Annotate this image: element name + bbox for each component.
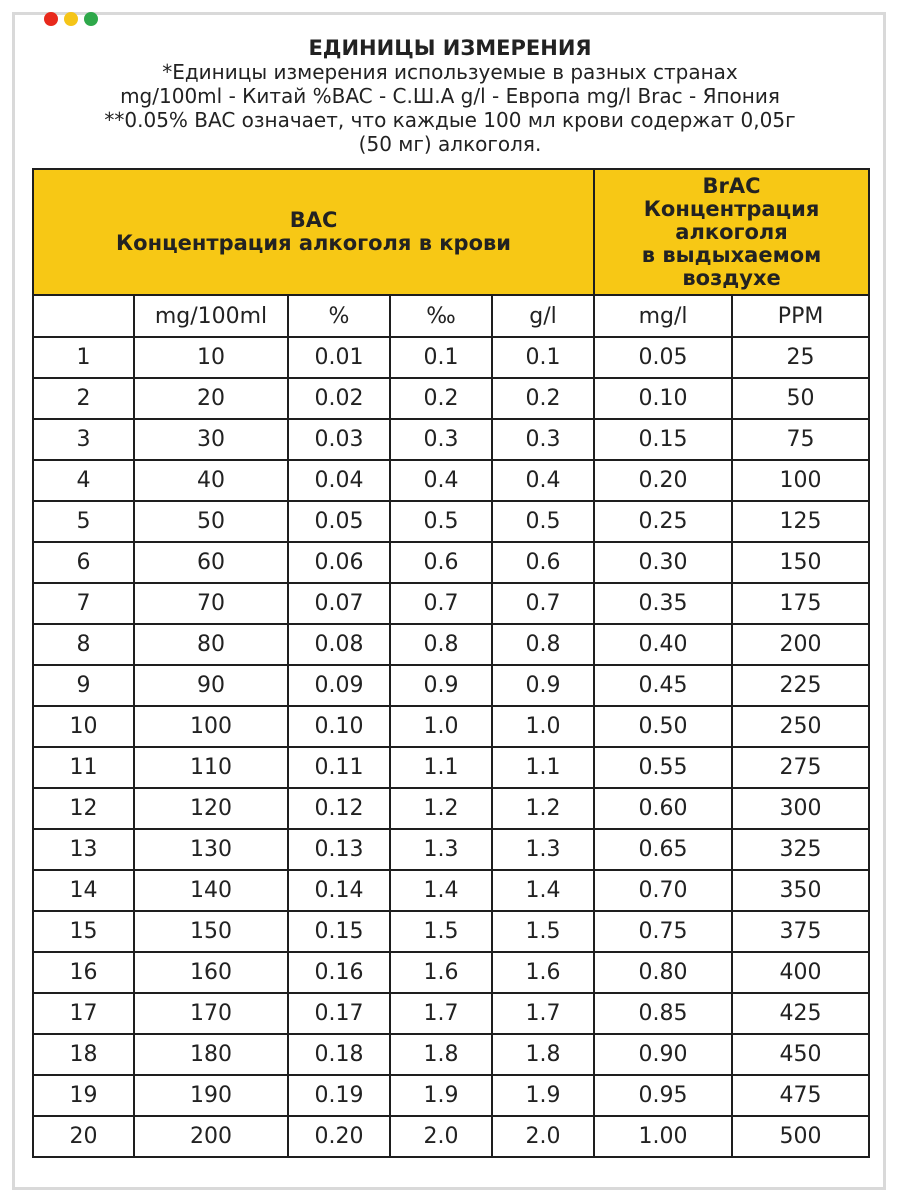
permille-cell: 1.5 [390,911,492,952]
ppm-cell: 425 [732,993,869,1034]
row-index-cell: 13 [33,829,134,870]
table-row [33,1116,869,1157]
gl-cell: 2.0 [492,1116,594,1157]
mgl-cell: 0.85 [594,993,732,1034]
mgl-cell: 0.95 [594,1075,732,1116]
mgl-cell: 0.25 [594,501,732,542]
mgl-cell: 0.65 [594,829,732,870]
permille-cell: 0.5 [390,501,492,542]
mgl-cell: 0.45 [594,665,732,706]
mg100ml-cell: 160 [134,952,288,993]
gl-cell: 0.7 [492,583,594,624]
ppm-cell: 200 [732,624,869,665]
gl-cell: 0.8 [492,624,594,665]
row-index-cell: 6 [33,542,134,583]
table-row [33,624,869,665]
ppm-cell: 225 [732,665,869,706]
table-row [33,1034,869,1075]
brac-group-title: BrAC [702,173,761,198]
gl-cell: 0.2 [492,378,594,419]
mg100ml-cell: 150 [134,911,288,952]
mg100ml-cell: 190 [134,1075,288,1116]
gl-cell: 1.7 [492,993,594,1034]
table-row [33,993,869,1034]
row-index-cell: 8 [33,624,134,665]
permille-cell: 0.6 [390,542,492,583]
row-index-cell: 5 [33,501,134,542]
mgl-cell: 0.90 [594,1034,732,1075]
mg100ml-cell: 90 [134,665,288,706]
gl-cell: 1.9 [492,1075,594,1116]
percent-cell: 0.20 [288,1116,390,1157]
mgl-cell: 0.80 [594,952,732,993]
ppm-cell: 25 [732,337,869,378]
row-index-cell: 20 [33,1116,134,1157]
table-row [33,378,869,419]
ppm-cell: 450 [732,1034,869,1075]
bac-group-title: BAC [289,208,338,232]
red-dot-icon [44,12,58,26]
ppm-cell: 300 [732,788,869,829]
percent-cell: 0.11 [288,747,390,788]
table-row [33,952,869,993]
header-note-line-4: (50 мг) алкоголя. [358,132,542,156]
mgl-cell: 0.75 [594,911,732,952]
mgl-cell: 0.60 [594,788,732,829]
table-row [33,419,869,460]
header-note-line-3: **0.05% BAC означает, что каждые 100 мл крови содержат 0,05г [104,108,796,132]
mg100ml-cell: 60 [134,542,288,583]
ppm-cell: 100 [732,460,869,501]
permille-cell: 1.8 [390,1034,492,1075]
row-index-cell: 9 [33,665,134,706]
mg100ml-cell: 170 [134,993,288,1034]
permille-cell: 0.4 [390,460,492,501]
table-row [33,870,869,911]
ppm-cell: 350 [732,870,869,911]
table-row [33,337,869,378]
mg100ml-cell: 10 [134,337,288,378]
row-index-cell: 2 [33,378,134,419]
permille-cell: 0.7 [390,583,492,624]
table-row [33,583,869,624]
mgl-cell: 0.55 [594,747,732,788]
mgl-cell: 0.35 [594,583,732,624]
permille-cell: 1.3 [390,829,492,870]
mg100ml-cell: 180 [134,1034,288,1075]
percent-cell: 0.09 [288,665,390,706]
mgl-cell: 0.10 [594,378,732,419]
row-index-cell: 15 [33,911,134,952]
mgl-cell: 0.05 [594,337,732,378]
mg100ml-cell: 20 [134,378,288,419]
gl-cell: 0.4 [492,460,594,501]
page-title: ЕДИНИЦЫ ИЗМЕРЕНИЯ [308,36,592,60]
table-row [33,911,869,952]
mg100ml-cell: 110 [134,747,288,788]
mg100ml-cell: 70 [134,583,288,624]
permille-cell: 1.0 [390,706,492,747]
ppm-cell: 500 [732,1116,869,1157]
column-header-index [33,295,134,337]
percent-cell: 0.16 [288,952,390,993]
percent-cell: 0.08 [288,624,390,665]
gl-cell: 0.9 [492,665,594,706]
mg100ml-cell: 140 [134,870,288,911]
table-row [33,1075,869,1116]
row-index-cell: 11 [33,747,134,788]
table-body [33,337,869,1157]
mg100ml-cell: 120 [134,788,288,829]
permille-cell: 1.9 [390,1075,492,1116]
mgl-cell: 0.50 [594,706,732,747]
ppm-cell: 150 [732,542,869,583]
row-index-cell: 7 [33,583,134,624]
table-row [33,542,869,583]
mg100ml-cell: 30 [134,419,288,460]
yellow-dot-icon [64,12,78,26]
brac-group-subtitle-4: воздухе [682,265,781,290]
ppm-cell: 75 [732,419,869,460]
mgl-cell: 0.15 [594,419,732,460]
mg100ml-cell: 40 [134,460,288,501]
permille-cell: 2.0 [390,1116,492,1157]
permille-cell: 0.2 [390,378,492,419]
ppm-cell: 250 [732,706,869,747]
gl-cell: 1.1 [492,747,594,788]
percent-cell: 0.04 [288,460,390,501]
mg100ml-cell: 200 [134,1116,288,1157]
table-row [33,501,869,542]
row-index-cell: 12 [33,788,134,829]
group-header-row [33,169,869,295]
gl-cell: 0.1 [492,337,594,378]
percent-cell: 0.13 [288,829,390,870]
permille-cell: 0.8 [390,624,492,665]
row-index-cell: 1 [33,337,134,378]
percent-cell: 0.05 [288,501,390,542]
row-index-cell: 14 [33,870,134,911]
table-row [33,747,869,788]
gl-cell: 1.0 [492,706,594,747]
permille-cell: 1.7 [390,993,492,1034]
bac-group-subtitle: Концентрация алкоголя в крови [116,231,512,255]
gl-cell: 1.8 [492,1034,594,1075]
percent-cell: 0.17 [288,993,390,1034]
row-index-cell: 10 [33,706,134,747]
ppm-cell: 125 [732,501,869,542]
gl-cell: 1.4 [492,870,594,911]
ppm-cell: 325 [732,829,869,870]
row-index-cell: 17 [33,993,134,1034]
column-header-permille: ‰ [390,295,492,337]
gl-cell: 0.6 [492,542,594,583]
percent-cell: 0.06 [288,542,390,583]
window-dots [44,12,98,26]
bac-group-header [33,169,594,295]
permille-cell: 0.1 [390,337,492,378]
gl-cell: 0.3 [492,419,594,460]
table-row [33,665,869,706]
gl-cell: 1.3 [492,829,594,870]
ppm-cell: 400 [732,952,869,993]
permille-cell: 1.1 [390,747,492,788]
ppm-cell: 175 [732,583,869,624]
percent-cell: 0.14 [288,870,390,911]
percent-cell: 0.02 [288,378,390,419]
mg100ml-cell: 100 [134,706,288,747]
percent-cell: 0.10 [288,706,390,747]
conversion-table [32,168,870,1158]
row-index-cell: 4 [33,460,134,501]
column-header-row [33,295,869,337]
permille-cell: 1.2 [390,788,492,829]
permille-cell: 0.9 [390,665,492,706]
row-index-cell: 19 [33,1075,134,1116]
table-row [33,829,869,870]
brac-group-subtitle-1: Концентрация [643,196,820,221]
mgl-cell: 0.40 [594,624,732,665]
ppm-cell: 375 [732,911,869,952]
gl-cell: 1.6 [492,952,594,993]
brac-group-subtitle-3: в выдыхаемом [641,242,822,267]
brac-group-header [594,169,869,295]
gl-cell: 0.5 [492,501,594,542]
percent-cell: 0.19 [288,1075,390,1116]
percent-cell: 0.15 [288,911,390,952]
percent-cell: 0.07 [288,583,390,624]
table-row [33,460,869,501]
gl-cell: 1.2 [492,788,594,829]
mg100ml-cell: 50 [134,501,288,542]
row-index-cell: 3 [33,419,134,460]
row-index-cell: 16 [33,952,134,993]
permille-cell: 1.4 [390,870,492,911]
mgl-cell: 0.20 [594,460,732,501]
ppm-cell: 475 [732,1075,869,1116]
percent-cell: 0.12 [288,788,390,829]
ppm-cell: 50 [732,378,869,419]
percent-cell: 0.18 [288,1034,390,1075]
column-header-mgl: mg/l [594,295,732,337]
column-header-gl: g/l [492,295,594,337]
permille-cell: 1.6 [390,952,492,993]
mgl-cell: 1.00 [594,1116,732,1157]
gl-cell: 1.5 [492,911,594,952]
header-note-line-1: *Единицы измерения используемые в разных странах [162,60,738,84]
brac-group-subtitle-2: алкоголя [675,219,788,244]
column-header-mg100ml: mg/100ml [134,295,288,337]
mgl-cell: 0.70 [594,870,732,911]
mgl-cell: 0.30 [594,542,732,583]
column-header-percent: % [288,295,390,337]
row-index-cell: 18 [33,1034,134,1075]
mg100ml-cell: 80 [134,624,288,665]
ppm-cell: 275 [732,747,869,788]
header-note-line-2: mg/100ml - Китай %BAC - С.Ш.А g/l - Европа mg/l Brac - Япония [120,84,780,108]
units-header [40,36,860,156]
table-row [33,706,869,747]
green-dot-icon [84,12,98,26]
permille-cell: 0.3 [390,419,492,460]
percent-cell: 0.01 [288,337,390,378]
column-header-ppm: PPM [732,295,869,337]
table-row [33,788,869,829]
mg100ml-cell: 130 [134,829,288,870]
percent-cell: 0.03 [288,419,390,460]
